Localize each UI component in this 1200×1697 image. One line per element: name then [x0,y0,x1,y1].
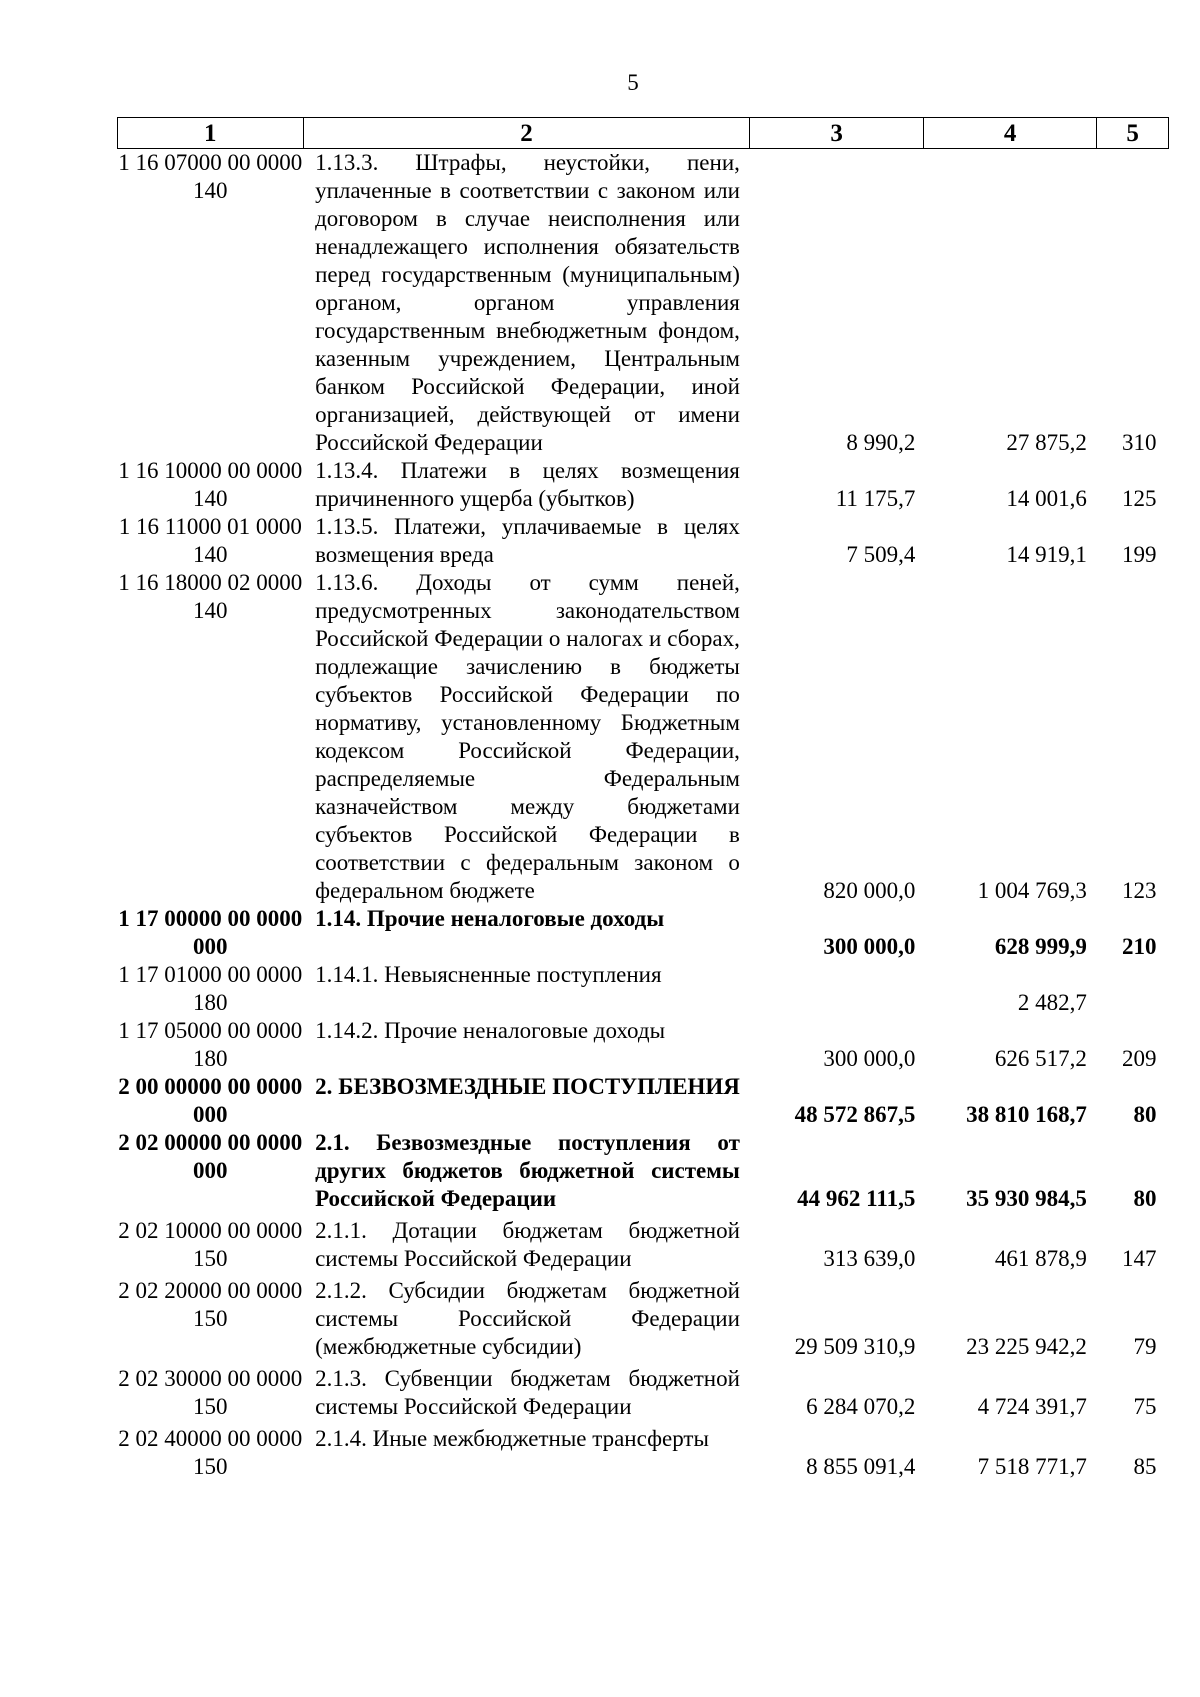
table-row [118,1421,1169,1481]
row-plan: 313 639,0 [823,1246,916,1271]
table-row [118,1213,1169,1273]
row-description: 2.1. Безвозмездные поступления от других бюджетов бюджетной системы Российской Федерации [315,1130,740,1211]
row-code: 2 00 00000 00 0000 000 [118,1074,303,1127]
row-code: 2 02 20000 00 0000 150 [118,1278,303,1331]
row-fact: 14 001,6 [1006,486,1087,511]
budget-table [117,117,1169,1481]
table-row [118,905,1169,961]
header-col-3: 3 [750,118,923,149]
row-plan: 6 284 070,2 [806,1394,916,1419]
row-description: 1.13.4. Платежи в целях возмещения причиненного ущерба (убытков) [315,458,740,511]
row-code: 1 16 11000 01 0000 140 [118,514,302,567]
header-col-4: 4 [923,118,1096,149]
header-col-2: 2 [303,118,750,149]
table-row [118,961,1169,1017]
row-plan: 8 855 091,4 [806,1454,916,1479]
row-code: 1 17 01000 00 0000 180 [118,962,303,1015]
row-fact: 4 724 391,7 [977,1394,1087,1419]
row-code: 2 02 40000 00 0000 150 [118,1426,303,1479]
row-description: 2.1.3. Субвенции бюджетам бюджетной системы Российской Федерации [315,1366,740,1419]
row-fact: 38 810 168,7 [966,1102,1087,1127]
row-plan: 44 962 111,5 [797,1186,916,1211]
row-code: 1 16 18000 02 0000 140 [118,570,303,623]
row-description: 2.1.1. Дотации бюджетам бюджетной системы Российской Федерации [315,1218,740,1271]
row-percent: 199 [1122,542,1157,567]
table-body [118,149,1169,1482]
row-fact: 27 875,2 [1006,430,1087,455]
row-description: 1.13.5. Платежи, уплачиваемые в целях возмещения вреда [315,514,740,567]
table-row [118,1073,1169,1129]
table-row [118,457,1169,513]
row-percent: 310 [1122,430,1157,455]
row-plan: 11 175,7 [835,486,916,511]
row-code: 1 16 07000 00 0000 140 [118,150,303,203]
table-row [118,1017,1169,1073]
row-percent: 125 [1122,486,1157,511]
page-number: 5 [627,70,639,95]
row-fact: 14 919,1 [1006,542,1087,567]
row-plan: 29 509 310,9 [794,1334,916,1359]
table-row [118,569,1169,905]
row-code: 1 17 00000 00 0000 000 [118,906,303,959]
row-fact: 1 004 769,3 [977,878,1087,903]
row-fact: 626 517,2 [994,1046,1087,1071]
row-code: 2 02 30000 00 0000 150 [118,1366,303,1419]
row-plan: 300 000,0 [823,1046,916,1071]
row-percent: 147 [1122,1246,1157,1271]
table-row [118,513,1169,569]
table-row [118,149,1169,458]
row-plan: 7 509,4 [846,542,916,567]
table-row [118,1273,1169,1361]
row-code: 2 02 00000 00 0000 000 [118,1130,303,1183]
table-row [118,1129,1169,1213]
row-description: 2.1.2. Субсидии бюджетам бюджетной системы Российской Федерации (межбюджетные субсидии) [315,1278,740,1359]
row-percent: 80 [1133,1102,1157,1127]
row-description: 1.14.1. Невыясненные поступления [315,962,662,987]
row-plan: 820 000,0 [823,878,916,903]
header-col-1: 1 [118,118,304,149]
row-description: 1.13.3. Штрафы, неустойки, пени, уплаченные в соответствии с законом или договором в случае неисполнения или ненадлежащего исполнения обязательств перед государственным (муниципальным) органом, органом управления государственным внебюджетным фондом, казенным учреждением, Центральным банком Российской Федерации, иной организацией, действующей от имени Российской Федерации [315,150,740,455]
row-plan [750,961,923,1017]
row-percent: 75 [1133,1394,1157,1419]
row-code: 1 17 05000 00 0000 180 [118,1018,303,1071]
row-plan: 300 000,0 [823,934,916,959]
header-col-5: 5 [1097,118,1169,149]
row-fact: 461 878,9 [994,1246,1087,1271]
row-description: 2.1.4. Иные межбюджетные трансферты [315,1426,709,1451]
row-fact: 35 930 984,5 [966,1186,1087,1211]
row-fact: 7 518 771,7 [977,1454,1087,1479]
row-percent: 210 [1122,934,1157,959]
row-percent: 80 [1133,1186,1157,1211]
row-percent: 123 [1122,878,1157,903]
row-code: 1 16 10000 00 0000 140 [118,458,303,511]
row-plan: 8 990,2 [846,430,916,455]
row-description: 1.13.6. Доходы от сумм пеней, предусмотренных законодательством Российской Федерации о налогах и сборах, подлежащие зачислению в бюджеты субъектов Российской Федерации по нормативу, установленному Бюджетным кодексом Российской Федерации, распределяемые Федеральным казначейством между бюджетами субъектов Российской Федерации в соответствии с федеральным законом о федеральном бюджете [315,570,740,903]
row-fact: 23 225 942,2 [966,1334,1087,1359]
row-code: 2 02 10000 00 0000 150 [118,1218,303,1271]
row-description: 1.14.2. Прочие неналоговые доходы [315,1018,666,1043]
row-description: 1.14. Прочие неналоговые доходы [315,906,665,931]
row-fact: 2 482,7 [1017,990,1087,1015]
table-row [118,1361,1169,1421]
row-percent: 209 [1122,1046,1157,1071]
row-percent: 85 [1133,1454,1157,1479]
table-header [118,118,1169,149]
row-fact: 628 999,9 [994,934,1087,959]
row-plan: 48 572 867,5 [794,1102,916,1127]
row-description: 2. БЕЗВОЗМЕЗДНЫЕ ПОСТУПЛЕНИЯ [315,1074,740,1099]
row-percent: 79 [1133,1334,1157,1359]
row-percent [1097,961,1169,1017]
